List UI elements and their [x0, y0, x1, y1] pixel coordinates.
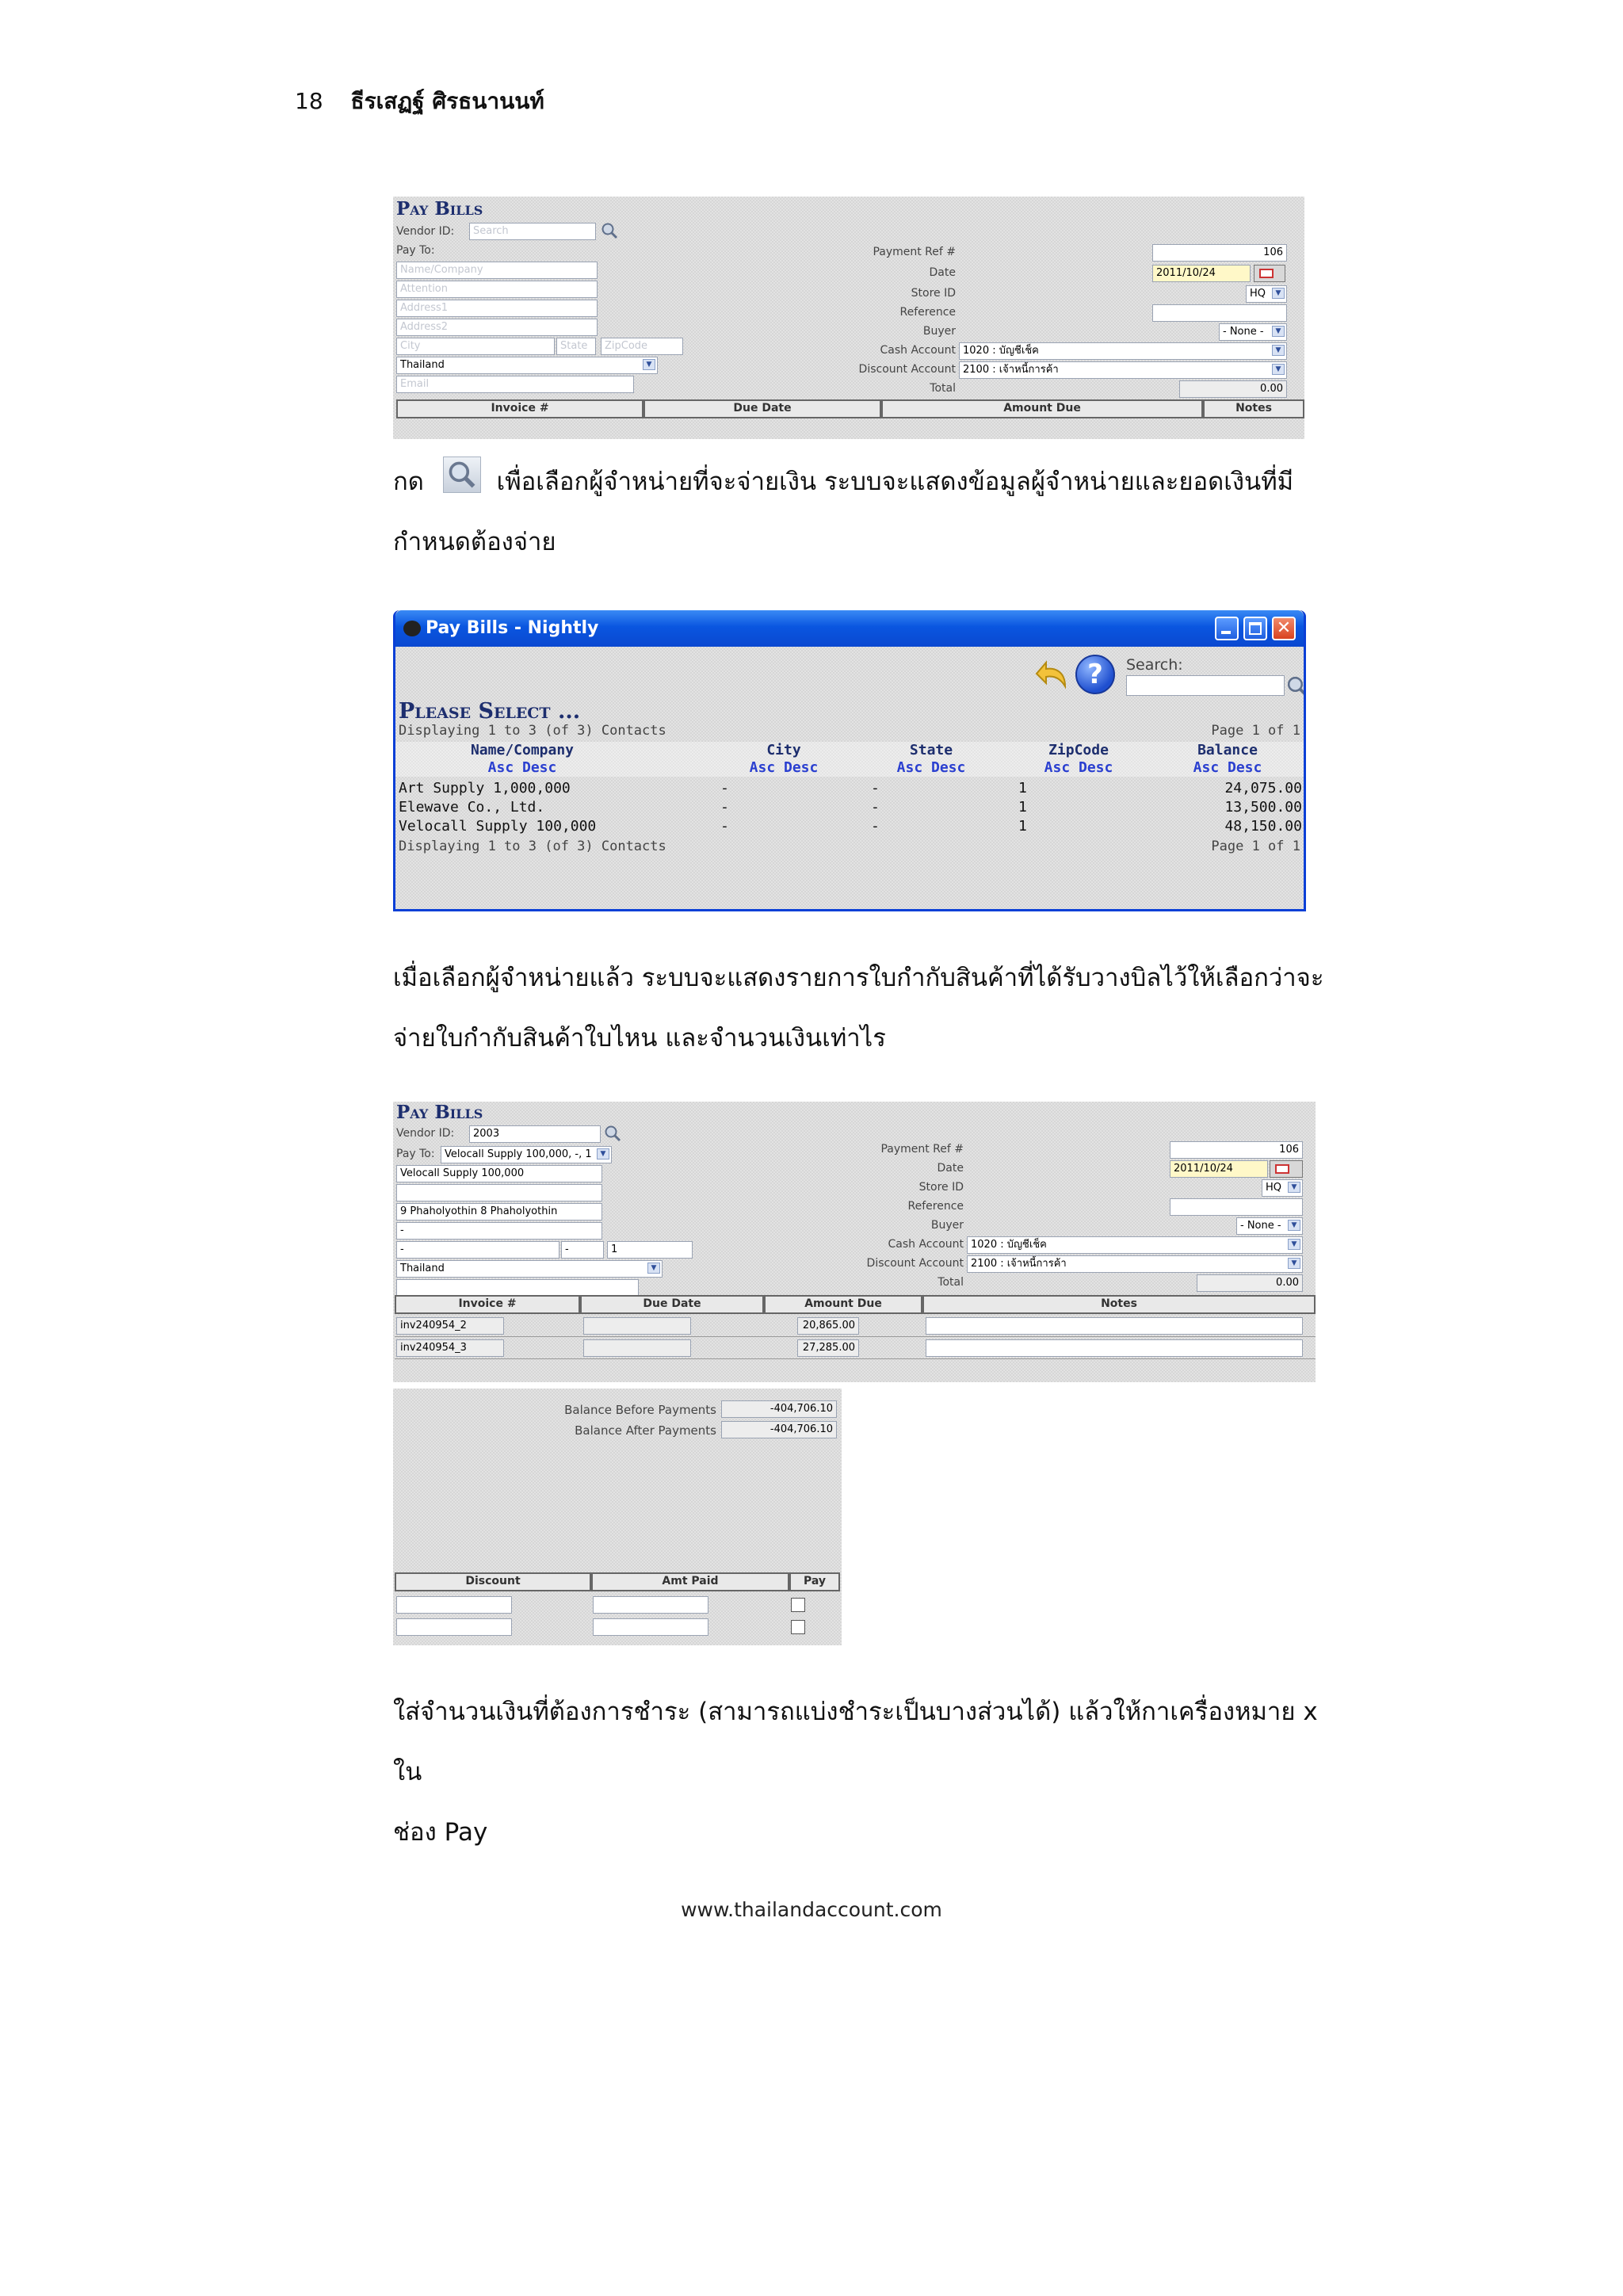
row-name: Art Supply 1,000,000	[399, 780, 571, 797]
due-date	[583, 1317, 691, 1335]
row-balance: 24,075.00	[1224, 780, 1302, 797]
row-zip: 1	[1018, 799, 1027, 816]
email-input[interactable]: Email	[396, 376, 634, 393]
name-input[interactable]: Name/Company	[396, 262, 598, 279]
table-row[interactable]	[395, 799, 1304, 818]
search-icon[interactable]	[601, 222, 618, 239]
search-label: Search:	[1126, 656, 1183, 674]
total-value: 0.00	[1179, 380, 1287, 398]
pagination-top: Page 1 of 1	[1211, 723, 1300, 739]
reference-label: Reference	[899, 306, 956, 319]
sort-asc-link[interactable]: Asc	[896, 759, 923, 776]
chevron-down-icon: ▼	[1288, 1220, 1300, 1231]
sort-desc-link[interactable]: Desc	[522, 759, 557, 776]
col-amount-due: Amount Due	[764, 1295, 922, 1314]
sort-desc-link[interactable]: Desc	[931, 759, 966, 776]
city-input[interactable]: -	[396, 1241, 559, 1259]
payment-ref-input[interactable]: 106	[1152, 244, 1287, 262]
amt-paid-input[interactable]	[593, 1596, 708, 1614]
row-city: -	[720, 799, 729, 816]
chevron-down-icon: ▼	[1288, 1258, 1300, 1269]
store-id-value: HQ	[1266, 1182, 1282, 1194]
sort-name	[443, 759, 601, 776]
address2-input[interactable]: Address2	[396, 319, 598, 336]
row-zip: 1	[1018, 818, 1027, 835]
chevron-down-icon: ▼	[647, 1263, 660, 1274]
buyer-value: - None -	[1240, 1220, 1281, 1232]
p1-text-after: เพื่อเลือกผู้จำหน่ายที่จะจ่ายเงิน ระบบจะแสดงข้อมูลผู้จำหน่ายและยอดเงินที่มี	[496, 468, 1294, 496]
search-input[interactable]	[1126, 675, 1285, 696]
date-label: Date	[929, 266, 956, 279]
calendar-icon[interactable]	[1270, 1160, 1303, 1178]
pay-to-value: Velocall Supply 100,000, -, 1	[445, 1148, 592, 1160]
cash-account-select[interactable]	[959, 342, 1287, 360]
row-state: -	[871, 799, 880, 816]
table-row[interactable]	[395, 780, 1304, 799]
paragraph-3	[393, 1682, 1336, 1862]
sort-asc-link[interactable]: Asc	[1193, 759, 1220, 776]
col-city: City	[766, 742, 801, 758]
country-select[interactable]	[396, 1260, 663, 1278]
col-balance: Balance	[1197, 742, 1258, 758]
address2-input[interactable]: -	[396, 1222, 602, 1240]
store-id-select[interactable]	[1246, 285, 1287, 303]
chevron-down-icon: ▼	[643, 359, 655, 370]
payment-balance-panel	[393, 1389, 842, 1645]
p2-line-1: เมื่อเลือกผู้จำหน่ายแล้ว ระบบจะแสดงรายการใบกำกับสินค้าที่ได้รับวางบิลไว้ให้เลือกว่าจะ	[393, 964, 1324, 992]
balance-after-value: -404,706.10	[721, 1421, 837, 1438]
search-icon[interactable]	[604, 1125, 621, 1142]
discount-input[interactable]	[396, 1596, 512, 1614]
page-number: 18	[295, 88, 323, 114]
minimize-button[interactable]	[1215, 617, 1239, 640]
col-discount: Discount	[395, 1572, 591, 1591]
row-balance: 48,150.00	[1224, 818, 1302, 835]
chevron-down-icon: ▼	[1272, 288, 1285, 299]
country-value: Thailand	[400, 359, 445, 371]
amt-paid-input[interactable]	[593, 1618, 708, 1636]
balance-before-label: Balance Before Payments	[564, 1403, 716, 1417]
chevron-down-icon: ▼	[1272, 364, 1285, 375]
zip-input[interactable]: 1	[607, 1241, 693, 1259]
col-invoice: Invoice #	[395, 1295, 580, 1314]
paragraph-1	[393, 452, 1336, 572]
amount-due: 20,865.00	[797, 1317, 859, 1335]
buyer-value: - None -	[1223, 326, 1264, 338]
sort-balance	[1172, 759, 1283, 776]
store-id-label: Store ID	[918, 1181, 964, 1194]
col-due-date: Due Date	[643, 399, 881, 418]
page-header	[295, 84, 544, 119]
please-select-heading: Please Select ...	[399, 699, 581, 724]
name-input[interactable]: Velocall Supply 100,000	[396, 1165, 602, 1182]
buyer-label: Buyer	[922, 325, 956, 338]
notes-input[interactable]	[926, 1317, 1303, 1335]
discount-account-select[interactable]	[959, 361, 1287, 379]
chevron-down-icon: ▼	[1288, 1239, 1300, 1250]
form-title: Pay Bills	[396, 198, 483, 220]
window-title: Pay Bills - Nightly	[426, 618, 599, 638]
payment-ref-label: Payment Ref #	[873, 246, 956, 258]
pay-to-label: Pay To:	[396, 244, 435, 257]
discount-account-select[interactable]	[967, 1255, 1303, 1273]
cash-account-select[interactable]	[967, 1236, 1303, 1254]
total-label: Total	[930, 382, 956, 395]
pay-to-label: Pay To:	[396, 1148, 435, 1160]
cash-account-value: 1020 : บัญชีเช็ค	[963, 345, 1039, 357]
balance-after-label: Balance After Payments	[575, 1423, 716, 1438]
amount-due: 27,285.00	[797, 1339, 859, 1357]
zip-input[interactable]: ZipCode	[601, 338, 683, 355]
row-state: -	[871, 780, 880, 797]
vendor-id-input[interactable]: 2003	[469, 1125, 601, 1143]
vendor-id-input[interactable]: Search	[469, 223, 596, 240]
sort-desc-link[interactable]: Desc	[1228, 759, 1262, 776]
payment-ref-input[interactable]: 106	[1170, 1141, 1303, 1159]
discount-account-value: 2100 : เจ้าหนี้การค้า	[971, 1258, 1067, 1270]
pay-bills-window	[393, 610, 1306, 911]
state-input[interactable]: -	[561, 1241, 604, 1259]
p1-line-2: กำหนดต้องจ่าย	[393, 528, 556, 556]
total-value: 0.00	[1197, 1274, 1303, 1292]
discount-account-value: 2100 : เจ้าหนี้การค้า	[963, 364, 1059, 376]
p3-line-2: ช่อง Pay	[393, 1818, 488, 1847]
displaying-count-top: Displaying 1 to 3 (of 3) Contacts	[399, 723, 666, 739]
discount-account-label: Discount Account	[866, 1257, 964, 1270]
state-input[interactable]: State	[556, 338, 596, 355]
window-titlebar	[395, 610, 1304, 647]
store-id-label: Store ID	[911, 287, 956, 300]
due-date	[583, 1339, 691, 1357]
close-icon: ✕	[1276, 618, 1292, 638]
p1-text-before: กด	[393, 468, 424, 496]
col-pay: Pay	[789, 1572, 840, 1591]
store-id-select[interactable]	[1262, 1179, 1303, 1197]
total-label: Total	[938, 1276, 964, 1289]
pay-bills-form-empty	[393, 197, 1304, 439]
sort-desc-link[interactable]: Desc	[784, 759, 819, 776]
pay-checkbox[interactable]	[791, 1598, 805, 1612]
search-icon	[443, 457, 481, 493]
p3-line-1: ใส่จำนวนเงินที่ต้องการชำระ (สามารถแบ่งชำระเป็นบางส่วนได้) แล้วให้กาเครื่องหมาย x ใน	[393, 1698, 1318, 1786]
search-icon[interactable]	[1286, 675, 1306, 697]
chevron-down-icon: ▼	[1272, 326, 1285, 337]
date-input[interactable]: 2011/10/24	[1152, 265, 1251, 282]
reference-input[interactable]	[1152, 304, 1287, 322]
sort-asc-link[interactable]: Asc	[749, 759, 776, 776]
buyer-select[interactable]	[1219, 323, 1287, 341]
address1-input[interactable]: Address1	[396, 300, 598, 317]
displaying-count-bottom: Displaying 1 to 3 (of 3) Contacts	[399, 839, 666, 854]
col-state: State	[909, 742, 953, 758]
row-city: -	[720, 818, 729, 835]
pay-to-select[interactable]	[441, 1146, 612, 1163]
country-select[interactable]	[396, 357, 658, 374]
close-button[interactable]	[1272, 617, 1296, 640]
sort-state	[876, 759, 987, 776]
calendar-icon[interactable]	[1254, 265, 1285, 282]
app-icon	[403, 621, 421, 636]
p2-line-2: จ่ายใบกำกับสินค้าใบไหน และจำนวนเงินเท่าไร	[393, 1024, 886, 1052]
cash-account-label: Cash Account	[888, 1238, 964, 1251]
store-id-value: HQ	[1250, 288, 1266, 300]
help-icon[interactable]: ?	[1075, 655, 1115, 694]
sort-desc-link[interactable]: Desc	[1079, 759, 1113, 776]
country-value: Thailand	[400, 1263, 445, 1274]
row-city: -	[720, 780, 729, 797]
maximize-button[interactable]	[1243, 617, 1267, 640]
payment-ref-label: Payment Ref #	[880, 1143, 964, 1156]
attention-input[interactable]	[396, 1184, 602, 1201]
notes-input[interactable]	[926, 1339, 1303, 1357]
sort-zipcode	[1023, 759, 1134, 776]
form-title: Pay Bills	[396, 1102, 483, 1123]
col-notes: Notes	[1203, 399, 1304, 418]
author-name: ธีรเสฏฐ์ ศิรธนานนท์	[350, 88, 544, 114]
col-amt-paid: Amt Paid	[591, 1572, 789, 1591]
reference-label: Reference	[907, 1200, 964, 1213]
paragraph-2	[393, 948, 1336, 1068]
col-name-company: Name/Company	[470, 742, 575, 758]
email-input[interactable]	[396, 1279, 639, 1297]
row-name: Elewave Co., Ltd.	[399, 799, 545, 816]
chevron-down-icon: ▼	[1272, 345, 1285, 356]
row-name: Velocall Supply 100,000	[399, 818, 597, 835]
table-row[interactable]	[395, 818, 1304, 837]
discount-input[interactable]	[396, 1618, 512, 1636]
back-arrow-icon[interactable]	[1033, 656, 1071, 694]
cash-account-label: Cash Account	[880, 344, 956, 357]
col-amount-due: Amount Due	[881, 399, 1203, 418]
buyer-select[interactable]	[1236, 1217, 1303, 1235]
row-state: -	[871, 818, 880, 835]
col-due-date: Due Date	[580, 1295, 764, 1314]
buyer-label: Buyer	[930, 1219, 964, 1232]
city-input[interactable]: City	[396, 338, 555, 355]
attention-input[interactable]: Attention	[396, 281, 598, 298]
cash-account-value: 1020 : บัญชีเช็ค	[971, 1239, 1047, 1251]
pagination-bottom: Page 1 of 1	[1211, 839, 1300, 854]
invoice-number: inv240954_2	[396, 1317, 504, 1335]
col-zipcode: ZipCode	[1048, 742, 1109, 758]
balance-before-value: -404,706.10	[721, 1400, 837, 1418]
vendor-id-label: Vendor ID:	[396, 225, 455, 238]
row-balance: 13,500.00	[1224, 799, 1302, 816]
date-label: Date	[937, 1162, 964, 1175]
chevron-down-icon: ▼	[1288, 1182, 1300, 1193]
address1-input[interactable]: 9 Phaholyothin 8 Phaholyothin	[396, 1203, 602, 1221]
sort-asc-link[interactable]: Asc	[1044, 759, 1071, 776]
sort-asc-link[interactable]: Asc	[487, 759, 514, 776]
row-zip: 1	[1018, 780, 1027, 797]
chevron-down-icon: ▼	[597, 1148, 609, 1159]
reference-input[interactable]	[1170, 1198, 1303, 1216]
invoice-row[interactable]	[395, 1338, 1316, 1359]
invoice-number: inv240954_3	[396, 1339, 504, 1357]
sort-city	[728, 759, 839, 776]
vendor-id-label: Vendor ID:	[396, 1127, 455, 1140]
pay-bills-form-filled	[393, 1102, 1316, 1382]
date-input[interactable]: 2011/10/24	[1170, 1160, 1268, 1178]
pay-checkbox[interactable]	[791, 1620, 805, 1634]
invoice-row[interactable]	[395, 1316, 1316, 1337]
col-invoice: Invoice #	[396, 399, 643, 418]
discount-account-label: Discount Account	[858, 363, 956, 376]
col-notes: Notes	[922, 1295, 1316, 1314]
footer-url: www.thailandaccount.com	[681, 1898, 942, 1921]
